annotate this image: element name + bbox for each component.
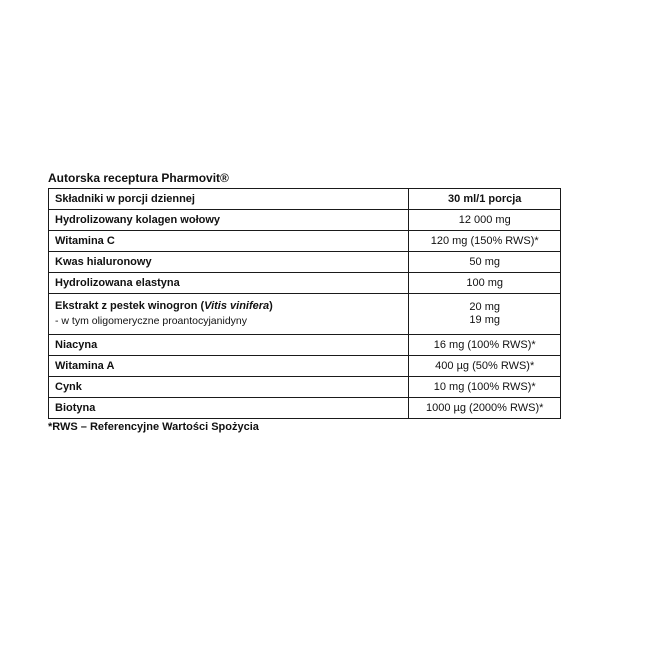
table-row: [49, 356, 561, 377]
ingredient-name: Witamina A: [49, 356, 409, 377]
table-row: [49, 398, 561, 419]
ingredient-name: Hydrolizowana elastyna: [49, 273, 409, 294]
ingredient-amount: [409, 294, 561, 335]
ingredient-latin-name: Vitis vinifera: [204, 300, 270, 312]
ingredient-name: Biotyna: [49, 398, 409, 419]
ingredient-amount: 10 mg (100% RWS)*: [409, 377, 561, 398]
ingredient-amount: 16 mg (100% RWS)*: [409, 335, 561, 356]
table-row: [49, 273, 561, 294]
table-row: [49, 231, 561, 252]
ingredient-amount-main: 20 mg: [469, 301, 500, 313]
ingredient-name-prefix: Ekstrakt z pestek winogron (: [55, 300, 205, 312]
table-row: [49, 335, 561, 356]
ingredient-sub-name: - w tym oligomeryczne proantocyjanidyny: [55, 315, 247, 327]
ingredient-amount: 1000 µg (2000% RWS)*: [409, 398, 561, 419]
ingredient-name: Hydrolizowany kolagen wołowy: [49, 210, 409, 231]
ingredient-name: [49, 294, 409, 335]
ingredient-name: Kwas hialuronowy: [49, 252, 409, 273]
ingredient-amount-sub: 19 mg: [469, 314, 500, 326]
supplement-facts: [48, 170, 561, 435]
table-row: [49, 252, 561, 273]
ingredient-amount: 120 mg (150% RWS)*: [409, 231, 561, 252]
ingredient-amount: 50 mg: [409, 252, 561, 273]
ingredient-amount: 400 µg (50% RWS)*: [409, 356, 561, 377]
table-row: [49, 210, 561, 231]
ingredients-table: [48, 188, 561, 419]
header-ingredients: Składniki w porcji dziennej: [49, 189, 409, 210]
table-header-row: [49, 189, 561, 210]
ingredient-name: Niacyna: [49, 335, 409, 356]
header-serving: 30 ml/1 porcja: [409, 189, 561, 210]
ingredient-amount: 100 mg: [409, 273, 561, 294]
ingredient-name-suffix: ): [269, 300, 273, 312]
rws-footnote: *RWS – Referencyjne Wartości Spożycia: [48, 421, 259, 433]
table-row: [49, 294, 561, 335]
recipe-title: Autorska receptura Pharmovit®: [48, 171, 229, 185]
ingredient-amount: 12 000 mg: [409, 210, 561, 231]
table-row: [49, 377, 561, 398]
ingredient-name: Cynk: [49, 377, 409, 398]
ingredient-name: Witamina C: [49, 231, 409, 252]
